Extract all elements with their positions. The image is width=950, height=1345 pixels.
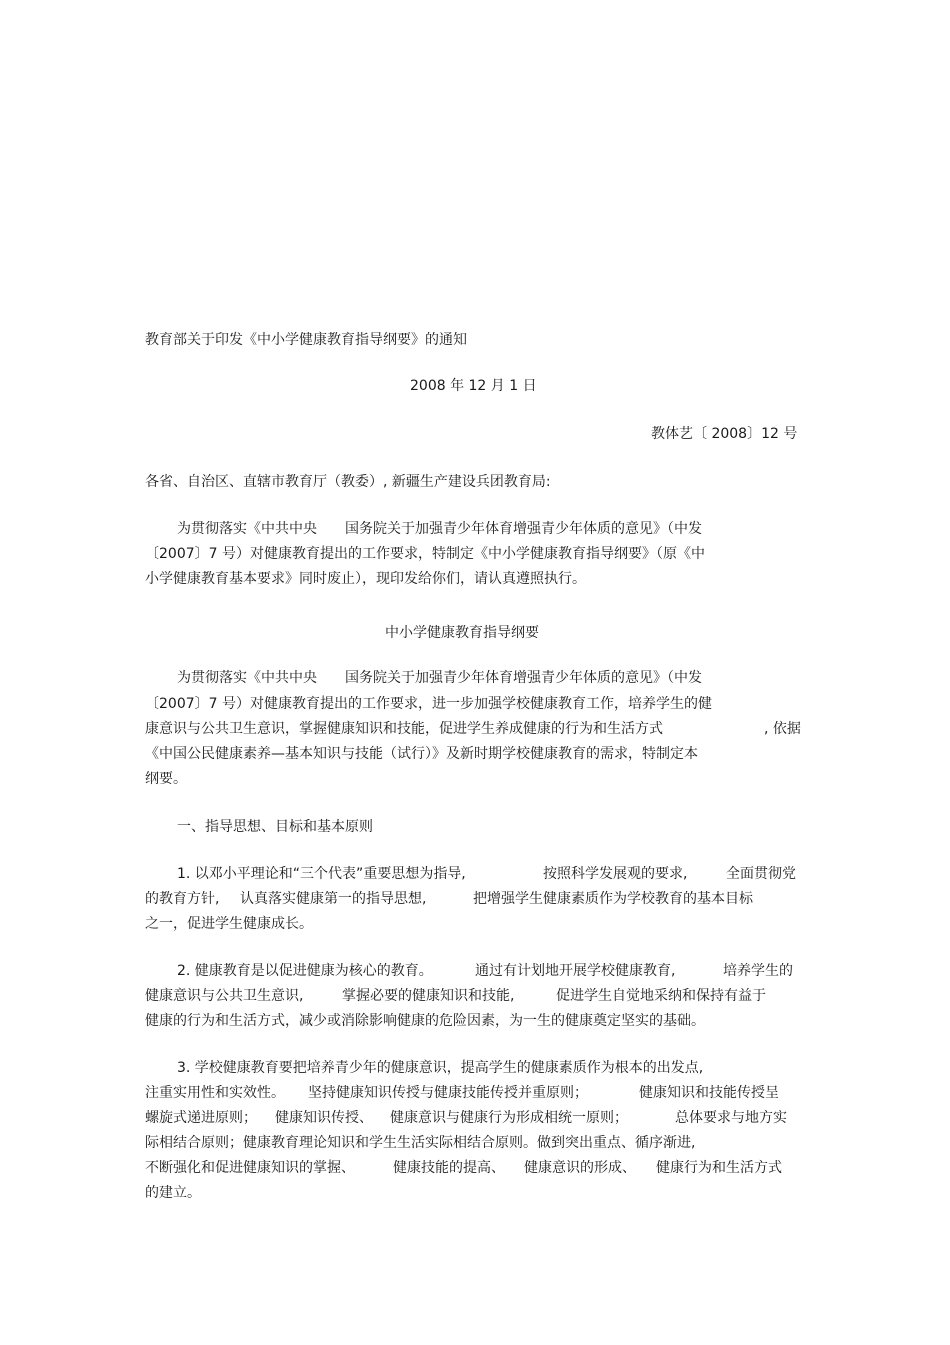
para2-line: 通过有计划地开展学校健康教育, — [475, 963, 676, 979]
para3-line: 健康意识的形成、 — [524, 1160, 636, 1176]
document-title: 教育部关于印发《中小学健康教育指导纲要》的通知 — [145, 332, 467, 348]
preamble-line: 〔2007〕7 号）对健康教育提出的工作要求，进一步加强学校健康教育工作，培养学生的健 — [145, 696, 712, 712]
para3-line: 健康行为和生活方式 — [656, 1160, 782, 1176]
document-number: 教体艺〔 2008〕12 号 — [651, 426, 798, 442]
section-heading: 一、指导思想、目标和基本原则 — [177, 819, 373, 835]
para3-line: 健康知识传授、 — [275, 1110, 373, 1126]
intro-line: 为贯彻落实《中共中央 国务院关于加强青少年体育增强青少年体质的意见》（中发 — [177, 521, 702, 537]
intro-line: 〔2007〕7 号）对健康教育提出的工作要求，特制定《中小学健康教育指导纲要》（原《中 — [145, 546, 705, 562]
para2-line: 健康的行为和生活方式，减少或消除影响健康的危险因素，为一生的健康奠定坚实的基础。 — [145, 1013, 705, 1029]
para2-line: 健康意识与公共卫生意识, — [145, 988, 304, 1004]
para3-line: 的建立。 — [145, 1185, 201, 1201]
preamble-line-tail: , 依据 — [764, 721, 801, 737]
preamble-line: 康意识与公共卫生意识，掌握健康知识和技能，促进学生养成健康的行为和生活方式 — [145, 721, 663, 737]
para1-line: 按照科学发展观的要求, — [543, 866, 688, 882]
para3-line: 健康技能的提高、 — [393, 1160, 505, 1176]
preamble-line: 《中国公民健康素养—基本知识与技能（试行）》及新时期学校健康教育的需求，特制定本 — [145, 746, 698, 762]
para1-line: 认真落实健康第一的指导思想, — [240, 891, 427, 907]
para3-line: 不断强化和促进健康知识的掌握、 — [145, 1160, 355, 1176]
intro-line: 小学健康教育基本要求》同时废止），现印发给你们，请认真遵照执行。 — [145, 571, 586, 587]
para3-line: 健康意识与健康行为形成相统一原则； — [390, 1110, 628, 1126]
para2-line: 促进学生自觉地采纳和保持有益于 — [556, 988, 766, 1004]
para3-line: 坚持健康知识传授与健康技能传授并重原则； — [308, 1085, 588, 1101]
para3-line: 际相结合原则；健康教育理论知识和学生生活实际相结合原则。做到突出重点、循序渐进, — [145, 1135, 696, 1151]
para1-line: 全面贯彻党 — [726, 866, 796, 882]
para3-line: 注重实用性和实效性。 — [145, 1085, 285, 1101]
para1-line: 1. 以邓小平理论和“三个代表”重要思想为指导, — [177, 866, 466, 882]
para3-line: 螺旋式递进原则； — [145, 1110, 257, 1126]
para2-line: 掌握必要的健康知识和技能, — [342, 988, 515, 1004]
issue-date: 2008 年 12 月 1 日 — [410, 378, 537, 394]
para2-line: 2. 健康教育是以促进健康为核心的教育。 — [177, 963, 433, 979]
para3-line: 3. 学校健康教育要把培养青少年的健康意识，提高学生的健康素质作为根本的出发点, — [177, 1060, 704, 1076]
para2-line: 培养学生的 — [723, 963, 793, 979]
para3-line: 健康知识和技能传授呈 — [639, 1085, 779, 1101]
para1-line: 把增强学生健康素质作为学校教育的基本目标 — [473, 891, 753, 907]
para1-line: 之一，促进学生健康成长。 — [145, 916, 313, 932]
para1-line: 的教育方针, — [145, 891, 220, 907]
preamble-line: 为贯彻落实《中共中央 国务院关于加强青少年体育增强青少年体质的意见》（中发 — [177, 670, 702, 686]
para3-line: 总体要求与地方实 — [675, 1110, 787, 1126]
preamble-line: 纲要。 — [145, 771, 187, 787]
addressee: 各省、自治区、直辖市教育厅（教委）, 新疆生产建设兵团教育局: — [145, 474, 551, 490]
outline-title: 中小学健康教育指导纲要 — [385, 625, 539, 641]
